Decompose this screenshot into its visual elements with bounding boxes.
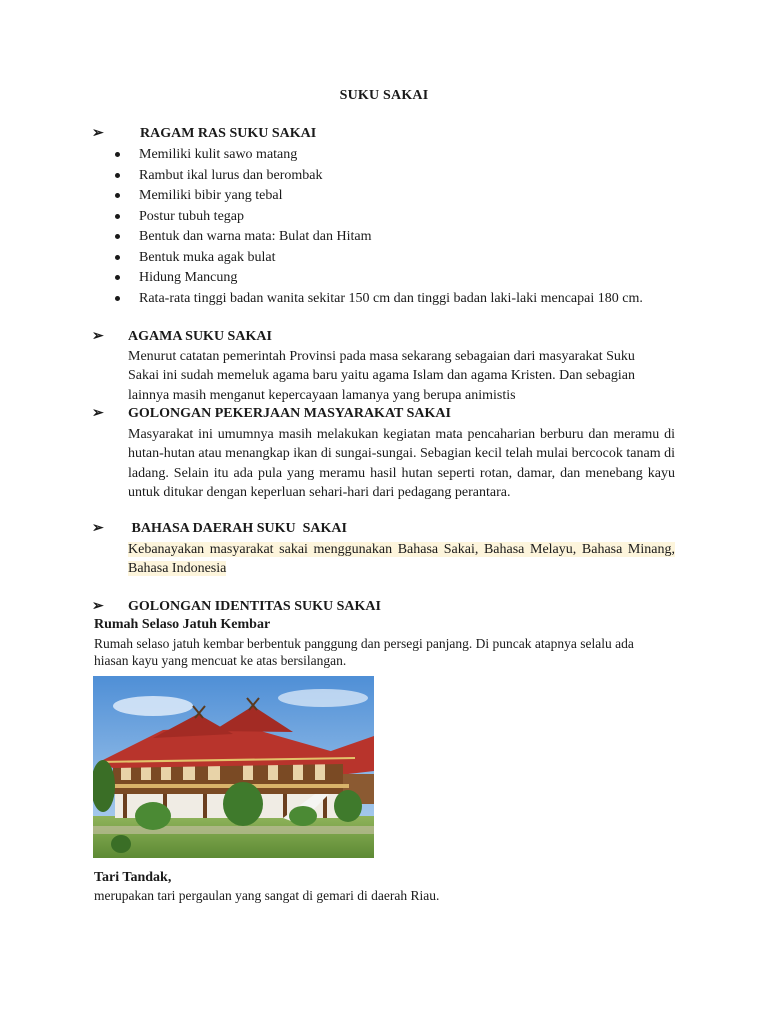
heading-ragam-ras: [92, 125, 316, 142]
rumah-subheading: Rumah Selaso Jatuh Kembar: [94, 617, 271, 632]
rumah-selaso-photo: [93, 676, 374, 858]
pekerjaan-paragraph: Masyarakat ini umumnya masih melakukan kegiatan mata pencaharian berburu dan meramu di hutan-hutan atau menangkap ikan di sungai-sungai. Sebagian kecil telah mulai bercocok tanam di ladang. Selain itu ada pula yang meramu hasil hutan seperti rotan, damar, dan menebang kayu untuk ditukar dengan keperluan sehari-hari dari pedagang perantara.: [128, 427, 675, 500]
list-item: Rata-rata tinggi badan wanita sekitar 150 cm dan tinggi badan laki-laki mencapai 180 cm.: [112, 289, 659, 308]
tari-subheading: Tari Tandak,: [94, 870, 172, 885]
heading-ragam-text: RAGAM RAS SUKU SAKAI: [140, 125, 317, 141]
arrowhead-bullet-icon: ➢: [92, 329, 104, 344]
bahasa-paragraph: [128, 540, 675, 579]
heading-agama-text: AGAMA SUKU SAKAI: [128, 328, 272, 344]
bahasa-highlighted-text: Kebanayakan masyarakat sakai menggunakan Bahasa Sakai, Bahasa Melayu, Bahasa Minang, Bahasa Indonesia: [128, 542, 675, 577]
list-item: Memiliki kulit sawo matang: [112, 145, 659, 166]
arrowhead-bullet-icon: ➢: [92, 126, 104, 141]
heading-identitas-text: GOLONGAN IDENTITAS SUKU SAKAI: [128, 598, 381, 614]
list-item: Bentuk dan warna mata: Bulat dan Hitam: [112, 227, 659, 248]
list-item: Rambut ikal lurus dan berombak: [112, 166, 659, 187]
heading-bahasa-text: BAHASA DAERAH SUKU SAKAI: [128, 520, 347, 536]
heading-pekerjaan: [92, 405, 451, 422]
arrowhead-bullet-icon: ➢: [92, 521, 104, 536]
heading-agama: [92, 328, 272, 345]
agama-paragraph: Menurut catatan pemerintah Provinsi pada masa sekarang sebagaian dari masyarakat Suku Sakai ini sudah memeluk agama baru yaitu agama Islam dan agama Kristen. Dan sebagian lainnya masih menganut kepercayaan lamanya yang berupa animistis: [128, 349, 635, 403]
arrowhead-bullet-icon: ➢: [92, 406, 104, 421]
page-title: SUKU SAKAI: [339, 88, 429, 103]
ragam-list: [112, 145, 659, 308]
list-item: Postur tubuh tegap: [112, 207, 659, 228]
arrowhead-bullet-icon: ➢: [92, 599, 104, 614]
list-item: Hidung Mancung: [112, 268, 659, 289]
heading-identitas: [92, 598, 381, 615]
heading-bahasa: [92, 520, 347, 537]
tari-paragraph: merupakan tari pergaulan yang sangat di gemari di daerah Riau.: [94, 888, 440, 903]
rumah-paragraph: Rumah selaso jatuh kembar berbentuk panggung dan persegi panjang. Di puncak atapnya selalu ada hiasan kayu yang mencuat ke atas bersilangan.: [94, 636, 634, 668]
heading-pekerjaan-text: GOLONGAN PEKERJAAN MASYARAKAT SAKAI: [128, 405, 451, 421]
list-item: Memiliki bibir yang tebal: [112, 186, 659, 207]
list-item: Bentuk muka agak bulat: [112, 248, 659, 269]
